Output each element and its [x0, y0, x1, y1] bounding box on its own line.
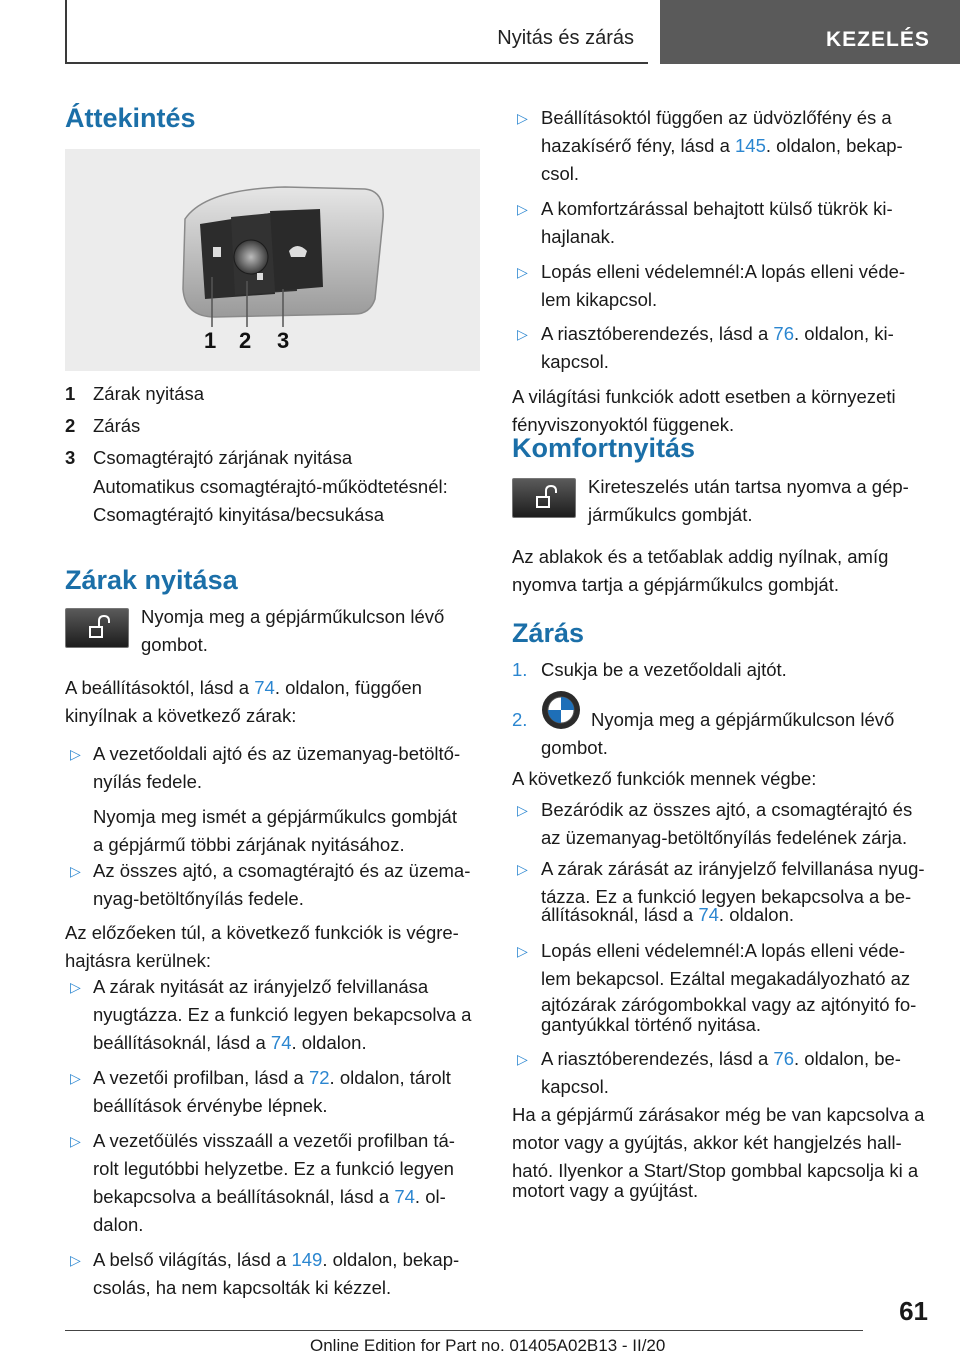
- legend-extra-1: Automatikus csomagtérajtó-működtetésnél:: [93, 476, 448, 497]
- step-2-number: 2.: [512, 709, 528, 730]
- page-link-74[interactable]: 74: [270, 1032, 292, 1053]
- rbullet-4-line-1: A riasztóberendezés, lásd a 76. oldalon, ki-: [541, 323, 894, 344]
- following-line: A következő funkciók mennek végbe:: [512, 768, 817, 789]
- bullet-6-line-2: csolás, ha nem kapcsolták ki kézzel.: [93, 1277, 392, 1298]
- bullet-2-line-2: nyag-betöltőnyílás fedele.: [93, 888, 304, 909]
- bullet-marker: ▷: [70, 863, 81, 879]
- legend-text-2: Zárás: [93, 415, 141, 436]
- unlock-icon: [513, 479, 575, 517]
- bullet-marker: ▷: [70, 1252, 81, 1268]
- figure-label-3: 3: [277, 328, 290, 353]
- rbullet-4-line-2: kapcsol.: [541, 351, 609, 372]
- page-link-72[interactable]: 72: [308, 1067, 330, 1088]
- lbullet-2-line-1: A zárak zárását az irányjelző felvillanása nyug-: [541, 858, 925, 879]
- lbullet-3-line-4: gantyúkkal történő nyitása.: [541, 1014, 762, 1035]
- lbullet-4-line-1: A riasztóberendezés, lásd a 76. oldalon, be-: [541, 1048, 901, 1069]
- chapter-tab: [660, 0, 960, 64]
- section-title: Nyitás és zárás: [497, 27, 634, 49]
- unlock-button-icon: [512, 478, 576, 518]
- bullet-marker: ▷: [517, 264, 528, 280]
- bmw-logo-icon: [541, 690, 581, 730]
- lbullet-3-line-3: ajtózárak zárógombokkal vagy az ajtónyitó fo-: [541, 994, 917, 1015]
- settings-line-1: A beállításoktól, lásd a 74. oldalon, függően: [65, 677, 422, 698]
- also-line-2: hajtásra kerülnek:: [65, 950, 212, 971]
- bullet-marker: ▷: [70, 746, 81, 762]
- bullet-1-sub-2: a gépjármű többi zárjának nyitásához.: [93, 834, 405, 855]
- bullet-marker: ▷: [70, 1133, 81, 1149]
- page-link-149[interactable]: 149: [291, 1249, 323, 1270]
- rbullet-1-line-3: csol.: [541, 163, 580, 184]
- figure-label-2: 2: [239, 328, 252, 353]
- car-key-icon: [65, 149, 480, 371]
- figure-label-1: 1: [204, 328, 217, 353]
- bullet-marker: ▷: [517, 943, 528, 959]
- rbullet-1-line-1: Beállításoktól függően az üdvözlőfény és a: [541, 107, 892, 128]
- legend-num-2: 2: [65, 415, 76, 436]
- legend-text-3: Csomagtérajtó zárjának nyitása: [93, 447, 353, 468]
- step-2-line-2: gombot.: [541, 737, 608, 758]
- comfort-heading: Komfortnyitás: [512, 433, 696, 463]
- page-link-74[interactable]: 74: [698, 904, 719, 925]
- final-line-2: motor vagy a gyújtás, akkor két hangjelzés hall-: [512, 1132, 902, 1153]
- lbullet-2-line-2: tázza. Ez a funkció legyen bekapcsolva a be-: [541, 886, 912, 907]
- page-number: 61: [899, 1296, 928, 1326]
- chapter-label: KEZELÉS: [826, 28, 930, 51]
- bullet-5-line-1: A vezetőülés visszaáll a vezetői profilban tá-: [93, 1130, 455, 1151]
- unlock-icon: [66, 609, 128, 647]
- bullet-3-line-2: nyugtázza. Ez a funkció legyen bekapcsolva a: [93, 1004, 472, 1025]
- page-link-76[interactable]: 76: [773, 323, 794, 344]
- also-line-1: Az előzőeken túl, a következő funkciók is végre-: [65, 922, 459, 943]
- page-link-76[interactable]: 76: [773, 1048, 794, 1069]
- bullet-marker: ▷: [70, 979, 81, 995]
- footer-divider: [65, 1330, 863, 1331]
- bullet-marker: ▷: [517, 861, 528, 877]
- lbullet-1-line-2: az üzemanyag-betöltőnyílás fedelének zárja.: [541, 827, 908, 848]
- lighting-line-2: fényviszonyoktól függenek.: [512, 414, 735, 435]
- rbullet-2-line-1: A komfortzárással behajtott külső tükrök ki-: [541, 198, 893, 219]
- lbullet-1-line-1: Bezáródik az összes ajtó, a csomagtérajtó és: [541, 799, 913, 820]
- rbullet-3-line-2: lem kikapcsol.: [541, 289, 658, 310]
- bullet-5-line-4: dalon.: [93, 1214, 144, 1235]
- rbullet-2-line-2: hajlanak.: [541, 226, 616, 247]
- legend-num-1: 1: [65, 383, 76, 404]
- overview-heading: Áttekintés: [65, 103, 196, 133]
- bullet-4-line-1: A vezetői profilban, lásd a 72. oldalon, tárolt: [93, 1067, 451, 1088]
- windows-line-1: Az ablakok és a tetőablak addig nyílnak, amíg: [512, 546, 889, 567]
- lbullet-4-line-2: kapcsol.: [541, 1076, 609, 1097]
- rbullet-1-line-2: hazakísérő fény, lásd a 145. oldalon, bekap-: [541, 135, 903, 156]
- legend-num-3: 3: [65, 447, 76, 468]
- final-line-1: Ha a gépjármű zárásakor még be van kapcsolva a: [512, 1104, 925, 1125]
- bullet-5-line-2: rolt legutóbbi helyzetbe. Ez a funkció legyen: [93, 1158, 454, 1179]
- comfort-line-2: járműkulcs gombját.: [588, 504, 753, 525]
- lbullet-2-line-3: állításoknál, lásd a 74. oldalon.: [541, 904, 795, 925]
- bullet-5-line-3: bekapcsolva a beállításoknál, lásd a 74. ol-: [93, 1186, 446, 1207]
- bullet-2-line-1: Az összes ajtó, a csomagtérajtó és az üzema-: [93, 860, 471, 881]
- page-link-74[interactable]: 74: [394, 1186, 415, 1207]
- bullet-6-line-1: A belső világítás, lásd a 149. oldalon, bekap-: [93, 1249, 460, 1270]
- edition-note: Online Edition for Part no. 01405A02B13 - II/20: [310, 1336, 666, 1355]
- bullet-1-line-2: nyílás fedele.: [93, 771, 203, 792]
- lbullet-3-line-2: lem bekapcsol. Ezáltal megakadályozható az: [541, 968, 911, 989]
- lbullet-3-line-1: Lopás elleni védelemnél:A lopás elleni véde-: [541, 940, 906, 961]
- bullet-marker: ▷: [517, 1051, 528, 1067]
- step-1-number: 1.: [512, 659, 528, 680]
- unlock-intro-1: Nyomja meg a gépjárműkulcson lévő: [141, 606, 445, 627]
- final-line-3: ható. Ilyenkor a Start/Stop gombbal kapcsolja ki a: [512, 1160, 919, 1181]
- final-line-4: motort vagy a gyújtást.: [512, 1180, 699, 1201]
- running-header: [65, 0, 648, 64]
- page-link-74[interactable]: 74: [254, 677, 275, 698]
- rbullet-3-line-1: Lopás elleni védelemnél:A lopás elleni véde-: [541, 261, 906, 282]
- bullet-3-line-3: beállításoknál, lásd a 74. oldalon.: [93, 1032, 367, 1053]
- bullet-1-sub-1: Nyomja meg ismét a gépjárműkulcs gombját: [93, 806, 457, 827]
- bullet-1-line-1: A vezetőoldali ajtó és az üzemanyag-betöltő-: [93, 743, 461, 764]
- windows-line-2: nyomva tartja a gépjárműkulcs gombját.: [512, 574, 839, 595]
- unlock-button-icon: [65, 608, 129, 648]
- step-1-text: Csukja be a vezetőoldali ajtót.: [541, 659, 787, 680]
- bullet-marker: ▷: [70, 1070, 81, 1086]
- comfort-line-1: Kireteszelés után tartsa nyomva a gép-: [588, 476, 909, 497]
- legend-extra-2: Csomagtérajtó kinyitása/becsukása: [93, 504, 385, 525]
- step-2-line-1: Nyomja meg a gépjárműkulcson lévő: [591, 709, 895, 730]
- unlock-intro-2: gombot.: [141, 634, 208, 655]
- lock-heading: Zárás: [512, 618, 585, 648]
- car-key-figure: [65, 149, 480, 371]
- lighting-line-1: A világítási funkciók adott esetben a környezeti: [512, 386, 896, 407]
- legend-text-1: Zárak nyitása: [93, 383, 205, 404]
- settings-line-2: kinyílnak a következő zárak:: [65, 705, 297, 726]
- unlock-heading: Zárak nyitása: [65, 565, 238, 595]
- bullet-4-line-2: beállítások érvénybe lépnek.: [93, 1095, 328, 1116]
- bullet-marker: ▷: [517, 110, 528, 126]
- bullet-marker: ▷: [517, 802, 528, 818]
- page-link-145[interactable]: 145: [735, 135, 766, 156]
- bullet-3-line-1: A zárak nyitását az irányjelző felvillanása: [93, 976, 429, 997]
- bullet-marker: ▷: [517, 326, 528, 342]
- bullet-marker: ▷: [517, 201, 528, 217]
